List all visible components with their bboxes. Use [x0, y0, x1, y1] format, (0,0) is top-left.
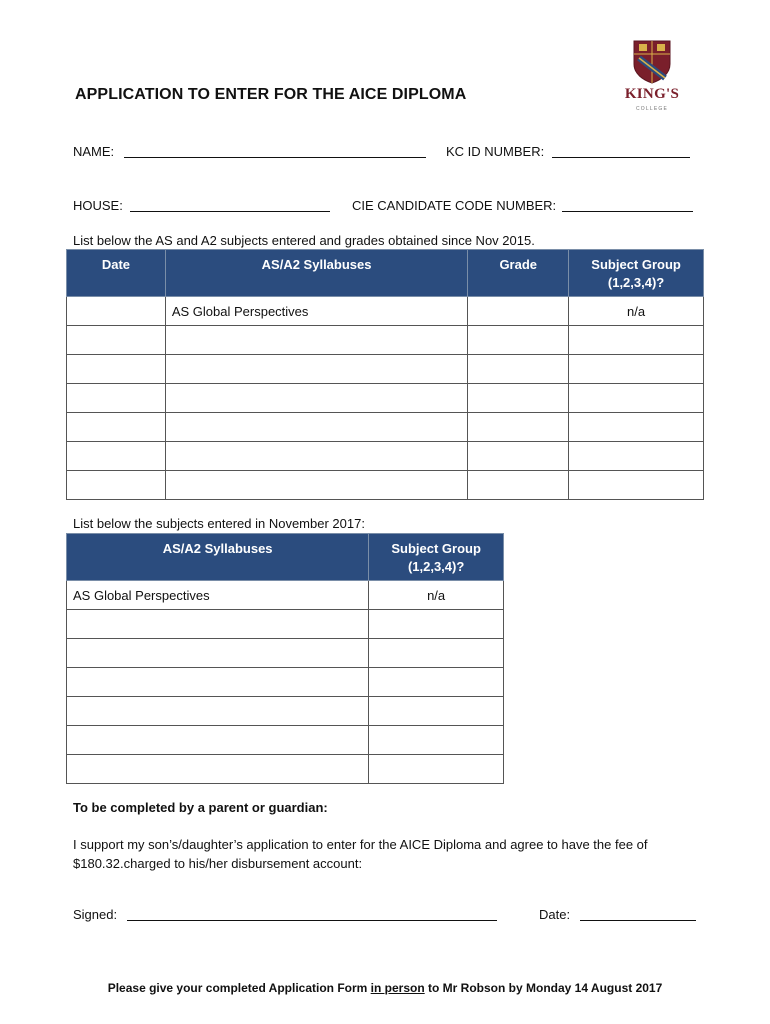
- table-row: [67, 326, 704, 355]
- syllabus-cell[interactable]: [165, 471, 467, 500]
- kings-college-logo: [617, 40, 687, 116]
- subject-group-cell[interactable]: [369, 639, 504, 668]
- subject-group-cell[interactable]: [369, 610, 504, 639]
- grade-cell[interactable]: [468, 355, 569, 384]
- table-row: [67, 413, 704, 442]
- table-row: [67, 610, 504, 639]
- table-row: [67, 668, 504, 697]
- subject-group-cell[interactable]: [369, 697, 504, 726]
- grade-cell[interactable]: [468, 326, 569, 355]
- subject-group-cell[interactable]: [569, 471, 704, 500]
- subject-group-cell[interactable]: [569, 355, 704, 384]
- syllabus-cell[interactable]: [67, 697, 369, 726]
- table-row: [67, 697, 504, 726]
- syllabus-cell[interactable]: [67, 726, 369, 755]
- syllabus-cell[interactable]: AS Global Perspectives: [67, 581, 369, 610]
- subject-group-cell[interactable]: [569, 384, 704, 413]
- logo-subtitle: COLLEGE: [635, 106, 669, 112]
- date-label: Date:: [539, 907, 571, 922]
- subject-group-cell[interactable]: [569, 326, 704, 355]
- grade-cell[interactable]: [468, 413, 569, 442]
- table-row: [67, 297, 704, 326]
- subject-group-cell[interactable]: [369, 668, 504, 697]
- name-field[interactable]: [124, 144, 426, 158]
- table-row: [67, 755, 504, 784]
- subjects-table: [66, 533, 504, 784]
- table1-caption: List below the AS and A2 subjects entered and grades obtained since Nov 2015.: [73, 233, 535, 248]
- table-row: [67, 442, 704, 471]
- house-label: HOUSE:: [73, 198, 123, 213]
- syllabus-cell[interactable]: [165, 326, 467, 355]
- column-header-syllabus: AS/A2 Syllabuses: [67, 534, 369, 581]
- date-cell[interactable]: [67, 413, 166, 442]
- guardian-heading: To be completed by a parent or guardian:: [73, 800, 328, 815]
- table-row: [67, 355, 704, 384]
- grade-cell[interactable]: [468, 471, 569, 500]
- column-header-subject-group: Subject Group (1,2,3,4)?: [369, 534, 504, 581]
- table-row: [67, 726, 504, 755]
- subject-group-cell[interactable]: [569, 442, 704, 471]
- date-cell[interactable]: [67, 384, 166, 413]
- subject-group-cell[interactable]: [369, 726, 504, 755]
- footer-text-end: to Mr Robson by Monday 14 August 2017: [424, 981, 663, 995]
- date-cell[interactable]: [67, 471, 166, 500]
- syllabus-cell[interactable]: [67, 639, 369, 668]
- syllabus-cell[interactable]: AS Global Perspectives: [165, 297, 467, 326]
- page-title: APPLICATION TO ENTER FOR THE AICE DIPLOMA: [75, 86, 467, 103]
- column-header-date: Date: [67, 250, 166, 297]
- syllabus-cell[interactable]: [67, 610, 369, 639]
- footer-instructions: [0, 981, 770, 995]
- syllabus-cell[interactable]: [165, 355, 467, 384]
- cie-code-field[interactable]: [562, 198, 693, 212]
- subject-group-cell[interactable]: n/a: [369, 581, 504, 610]
- subject-group-cell[interactable]: [369, 755, 504, 784]
- date-field[interactable]: [580, 907, 696, 921]
- grades-table: [66, 249, 704, 500]
- footer-text-start: Please give your completed Application Form: [107, 981, 371, 995]
- name-label: NAME:: [73, 144, 115, 159]
- syllabus-cell[interactable]: [165, 442, 467, 471]
- grade-cell[interactable]: [468, 297, 569, 326]
- signature-field[interactable]: [127, 907, 497, 921]
- table-row: [67, 639, 504, 668]
- signed-label: Signed:: [73, 907, 118, 922]
- table-row: [67, 581, 504, 610]
- column-header-subject-group: Subject Group (1,2,3,4)?: [569, 250, 704, 297]
- logo-name: KING'S: [624, 86, 680, 102]
- crest-icon: [633, 40, 671, 84]
- date-cell[interactable]: [67, 326, 166, 355]
- kc-id-label: KC ID NUMBER:: [446, 144, 545, 159]
- table-row: [67, 471, 704, 500]
- table2-caption: List below the subjects entered in November 2017:: [73, 516, 365, 531]
- column-header-syllabus: AS/A2 Syllabuses: [165, 250, 467, 297]
- date-cell[interactable]: [67, 355, 166, 384]
- syllabus-cell[interactable]: [165, 384, 467, 413]
- syllabus-cell[interactable]: [67, 755, 369, 784]
- guardian-statement: I support my son’s/daughter’s application to enter for the AICE Diploma and agree to have the fee of $180.32.charged to his/her disbursement account:: [73, 837, 648, 871]
- table-row: [67, 384, 704, 413]
- subject-group-cell[interactable]: n/a: [569, 297, 704, 326]
- grade-cell[interactable]: [468, 384, 569, 413]
- grade-cell[interactable]: [468, 442, 569, 471]
- cie-code-label: CIE CANDIDATE CODE NUMBER:: [352, 198, 557, 213]
- syllabus-cell[interactable]: [67, 668, 369, 697]
- syllabus-cell[interactable]: [165, 413, 467, 442]
- house-field[interactable]: [130, 198, 330, 212]
- column-header-grade: Grade: [468, 250, 569, 297]
- subject-group-cell[interactable]: [569, 413, 704, 442]
- kc-id-field[interactable]: [552, 144, 690, 158]
- date-cell[interactable]: [67, 442, 166, 471]
- footer-emphasis: in person: [370, 981, 425, 995]
- date-cell[interactable]: [67, 297, 166, 326]
